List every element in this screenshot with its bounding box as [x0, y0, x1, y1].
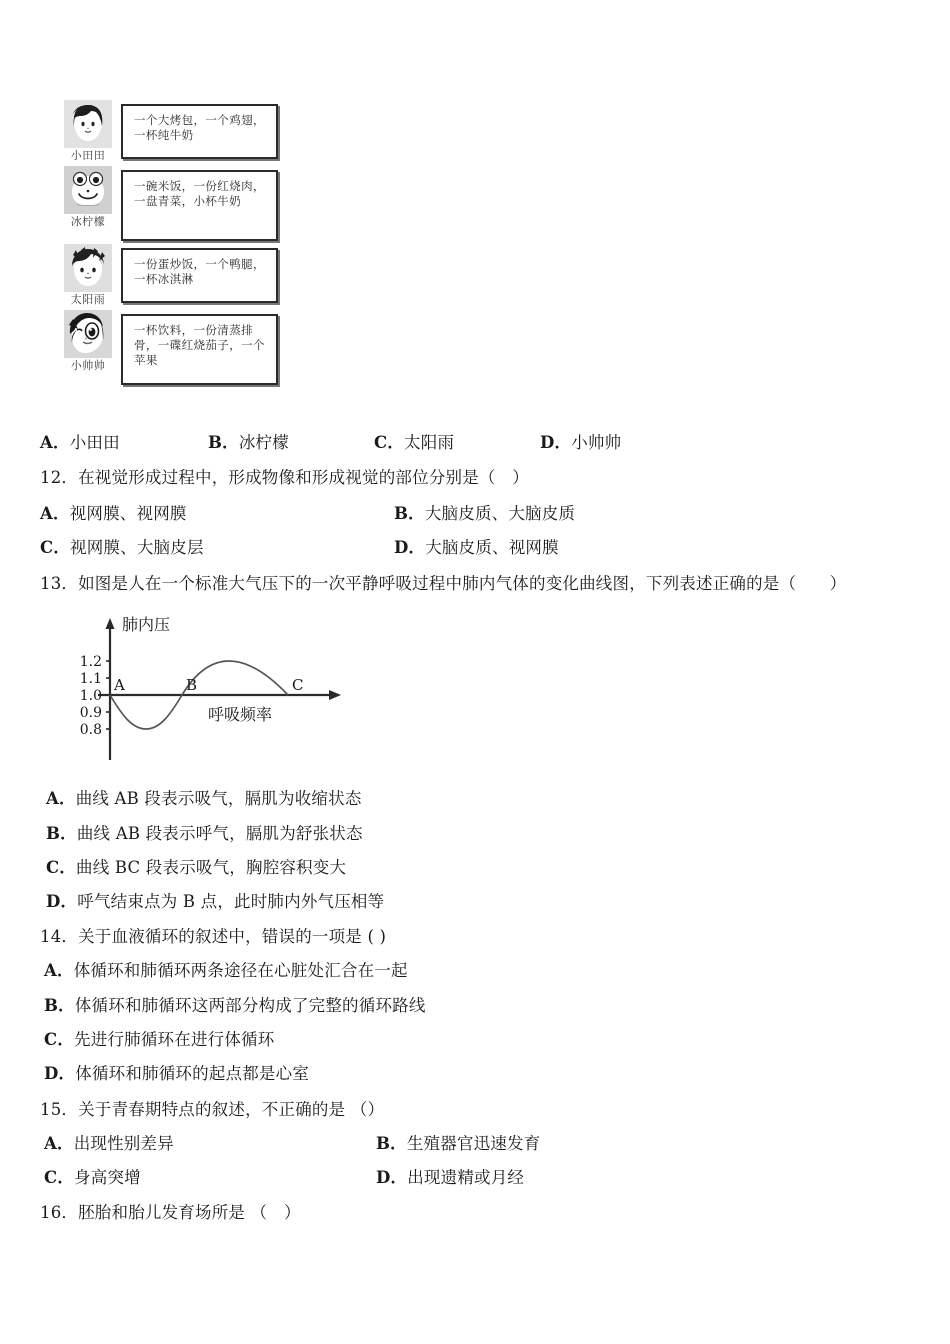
- q12-option-b-text: 大脑皮质、大脑皮质: [424, 504, 576, 523]
- q13-option-b[interactable]: [46, 823, 363, 845]
- avatar-name: 小田田: [70, 149, 106, 162]
- y-tick-label: 0.8: [79, 722, 102, 738]
- q13-option-a-text: 曲线 AB 段表示吸气，膈肌为收缩状态: [75, 789, 362, 808]
- q11-option-d[interactable]: [540, 432, 621, 454]
- q13-option-a-label: A．: [46, 789, 76, 808]
- q11-option-b-text: 冰柠檬: [238, 433, 289, 452]
- q11-option-b-label: B．: [208, 433, 239, 452]
- q13-option-c[interactable]: [46, 857, 346, 879]
- y-tick-label: 1.0: [79, 688, 102, 704]
- big-eye-boy-avatar-icon: [64, 310, 112, 358]
- frog-face-avatar-icon: [64, 166, 112, 214]
- q12-option-d-text: 大脑皮质、视网膜: [425, 538, 559, 557]
- q11-option-d-text: 小帅帅: [571, 433, 622, 452]
- figure-row: [55, 244, 305, 307]
- girl-short-hair-avatar-icon: [64, 100, 112, 148]
- q14-option-d[interactable]: [44, 1063, 309, 1085]
- q14-option-c-label: C．: [44, 1030, 75, 1049]
- menu-text-box: 一碗米饭，一份红烧肉，一盘青菜，小杯牛奶: [121, 170, 278, 241]
- q14-option-a-text: 体循环和肺循环两条途径在心脏处汇合在一起: [73, 961, 408, 980]
- q16-stem: 16．胚胎和胎儿发育场所是 （ ）: [40, 1203, 301, 1222]
- q12-option-a[interactable]: [40, 503, 187, 525]
- menu-text-box: 一个大烤包，一个鸡翅，一杯纯牛奶: [121, 104, 278, 159]
- q14-option-b[interactable]: [44, 995, 426, 1017]
- q15-option-a-text: 出现性别差异: [73, 1134, 174, 1153]
- q12-stem: 12．在视觉形成过程中，形成物像和形成视觉的部位分别是（ ）: [40, 468, 529, 487]
- avatar-column: [55, 100, 121, 163]
- point-label-b: B: [186, 676, 198, 694]
- q14-option-a[interactable]: [44, 960, 408, 982]
- q13-option-d-text: 呼气结束点为 B 点，此时肺内外气压相等: [77, 892, 385, 911]
- figure-row: [55, 166, 305, 241]
- q12-option-c-text: 视网膜、大脑皮层: [70, 538, 204, 557]
- avatar-column: [55, 244, 121, 307]
- point-label-c: C: [292, 676, 304, 694]
- q13-option-b-text: 曲线 AB 段表示呼气，膈肌为舒张状态: [76, 824, 363, 843]
- q15-option-a[interactable]: [44, 1133, 174, 1155]
- q13-option-a[interactable]: [46, 788, 362, 810]
- q14-option-c[interactable]: [44, 1029, 274, 1051]
- q13-option-d-label: D．: [46, 892, 78, 911]
- y-tick-label: 1.2: [79, 654, 102, 670]
- menu-text-box: 一杯饮料，一份清蒸排骨，一碟红烧茄子，一个苹果: [121, 314, 278, 385]
- q15-option-b-label: B．: [376, 1134, 407, 1153]
- menu-choice-figure: [55, 100, 305, 388]
- y-tick-label: 1.1: [79, 671, 102, 687]
- q11-option-b[interactable]: [208, 432, 289, 454]
- avatar-name: 小帅帅: [70, 359, 106, 372]
- q11-option-c[interactable]: [374, 432, 454, 454]
- q13-option-c-text: 曲线 BC 段表示吸气，胸腔容积变大: [76, 858, 347, 877]
- y-axis-arrow: [106, 618, 115, 629]
- q15-option-d-text: 出现遗精或月经: [407, 1168, 525, 1187]
- menu-text-box: 一份蛋炒饭，一个鸭腿，一杯冰淇淋: [121, 248, 278, 303]
- q12-option-d[interactable]: [394, 537, 559, 559]
- q14-option-d-text: 体循环和肺循环的起点都是心室: [75, 1064, 310, 1083]
- q15-option-b[interactable]: [376, 1133, 540, 1155]
- q11-option-d-label: D．: [540, 433, 572, 452]
- q15-option-d-label: D．: [376, 1168, 408, 1187]
- q13-option-b-label: B．: [46, 824, 77, 843]
- q12-option-c-label: C．: [40, 538, 71, 557]
- q12-option-a-text: 视网膜、视网膜: [69, 504, 187, 523]
- q12-option-b[interactable]: [394, 503, 575, 525]
- q14-option-a-label: A．: [44, 961, 74, 980]
- q11-option-c-text: 太阳雨: [404, 433, 455, 452]
- q11-option-c-label: C．: [374, 433, 405, 452]
- q11-option-a-text: 小田田: [69, 433, 120, 452]
- q13-stem: 13．如图是人在一个标准大气压下的一次平静呼吸过程中肺内气体的变化曲线图，下列表述正确的是（ ）: [40, 574, 847, 593]
- q12-option-a-label: A．: [40, 504, 70, 523]
- q12-option-c[interactable]: [40, 537, 204, 559]
- q15-option-c[interactable]: [44, 1167, 141, 1189]
- avatar-column: [55, 166, 121, 229]
- q15-option-c-text: 身高突增: [74, 1168, 141, 1187]
- x-axis-title: 呼吸频率: [207, 705, 273, 724]
- q11-option-a-label: A．: [40, 433, 70, 452]
- y-tick-label: 0.9: [79, 705, 102, 721]
- q14-option-b-label: B．: [44, 996, 75, 1015]
- figure-row: [55, 310, 305, 385]
- y-axis-title: 肺内压: [122, 615, 171, 634]
- q14-option-b-text: 体循环和肺循环这两部分构成了完整的循环路线: [74, 996, 426, 1015]
- q13-option-d[interactable]: [46, 891, 384, 913]
- spiky-hair-boy-avatar-icon: [64, 244, 112, 292]
- point-label-a: A: [114, 676, 125, 694]
- avatar-name: 冰柠檬: [70, 215, 106, 228]
- q12-option-d-label: D．: [394, 538, 426, 557]
- q15-option-d[interactable]: [376, 1167, 524, 1189]
- avatar-column: [55, 310, 121, 373]
- q12-option-b-label: B．: [394, 504, 425, 523]
- x-axis-arrow: [329, 690, 341, 700]
- avatar-name: 太阳雨: [70, 293, 106, 306]
- q14-stem: 14．关于血液循环的叙述中，错误的一项是 ( ): [40, 927, 387, 946]
- lung-pressure-chart: [40, 608, 400, 768]
- q15-stem: 15．关于青春期特点的叙述，不正确的是 （）: [40, 1100, 385, 1119]
- q15-option-c-label: C．: [44, 1168, 75, 1187]
- figure-row: [55, 100, 305, 163]
- q13-option-c-label: C．: [46, 858, 77, 877]
- q14-option-c-text: 先进行肺循环在进行体循环: [74, 1030, 275, 1049]
- q15-option-a-label: A．: [44, 1134, 74, 1153]
- q11-option-a[interactable]: [40, 432, 120, 454]
- q14-option-d-label: D．: [44, 1064, 76, 1083]
- q15-option-b-text: 生殖器官迅速发育: [406, 1134, 541, 1153]
